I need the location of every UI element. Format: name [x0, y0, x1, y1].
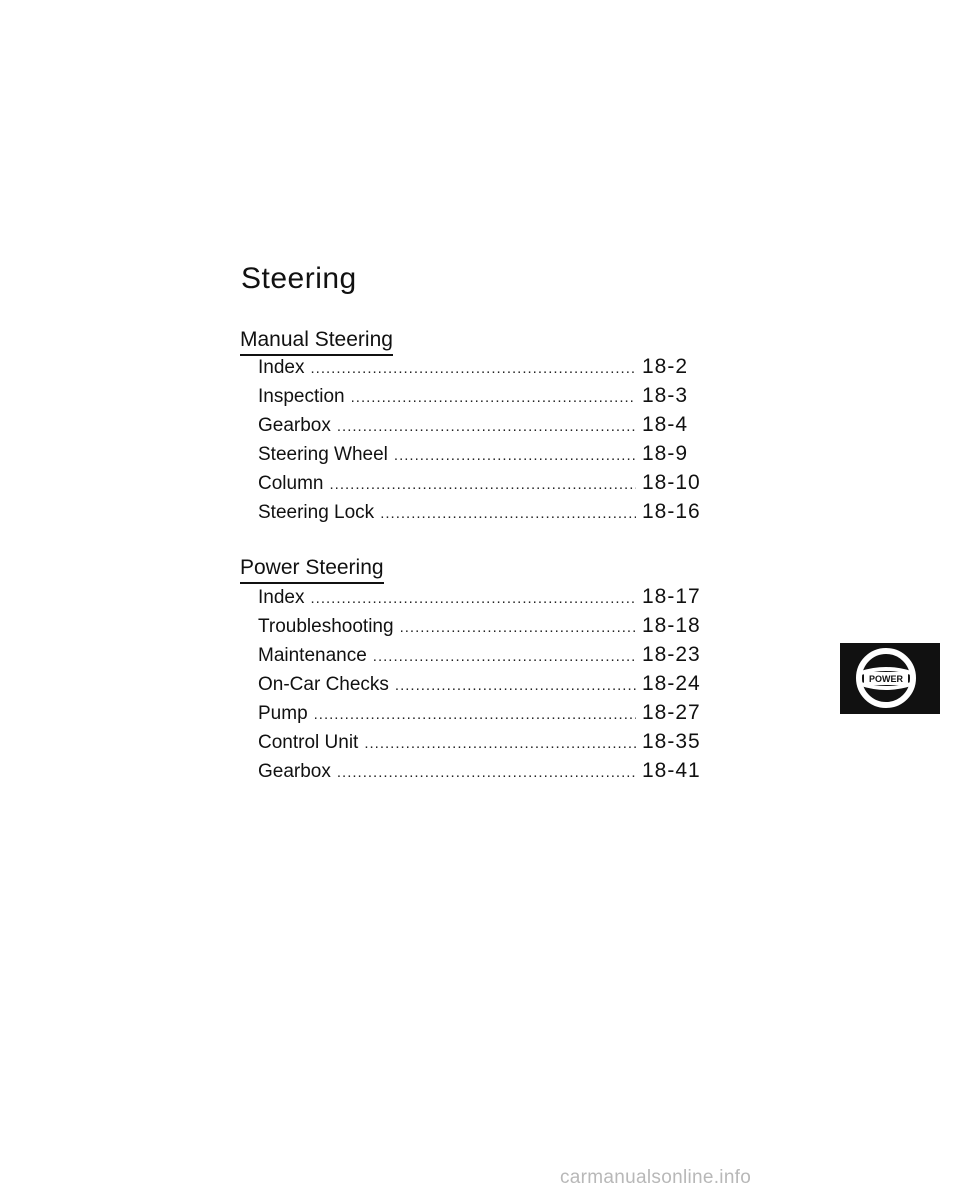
section-tab[interactable]	[840, 643, 940, 714]
toc-entry-label: Index	[258, 587, 305, 608]
dot-leader	[364, 735, 636, 752]
toc-entry-index[interactable]	[258, 585, 718, 614]
toc-entry-steering-wheel[interactable]	[258, 442, 718, 471]
toc-entry-label: Control Unit	[258, 732, 359, 753]
dot-leader	[373, 648, 636, 665]
toc-entry-page: 18-27	[642, 701, 701, 724]
watermark-text: carmanualsonline.info	[560, 1167, 752, 1188]
toc-entry-label: Gearbox	[258, 415, 331, 436]
section-heading-manual-steering: Manual Steering	[240, 328, 393, 356]
toc-entry-label: Steering Wheel	[258, 444, 388, 465]
toc-entry-page: 18-3	[642, 384, 689, 407]
toc-entry-page: 18-2	[642, 355, 689, 378]
toc-entry-inspection[interactable]	[258, 384, 718, 413]
toc-list-manual-steering	[258, 355, 718, 529]
dot-leader	[351, 389, 636, 406]
power-steering-wheel-icon	[840, 643, 940, 714]
dot-leader	[394, 447, 636, 464]
toc-entry-control-unit[interactable]	[258, 730, 718, 759]
toc-entry-page: 18-4	[642, 413, 689, 436]
toc-entry-page: 18-23	[642, 643, 701, 666]
dot-leader	[329, 476, 636, 493]
toc-entry-page: 18-18	[642, 614, 701, 637]
toc-entry-label: Steering Lock	[258, 502, 375, 523]
dot-leader	[314, 706, 636, 723]
toc-entry-page: 18-10	[642, 471, 701, 494]
toc-entry-page: 18-9	[642, 442, 689, 465]
toc-entry-page: 18-35	[642, 730, 701, 753]
dot-leader	[380, 505, 636, 522]
dot-leader	[400, 619, 636, 636]
toc-entry-gearbox[interactable]	[258, 413, 718, 442]
dot-leader	[395, 677, 636, 694]
tab-icon-label: POWER	[868, 674, 904, 684]
toc-entry-index[interactable]	[258, 355, 718, 384]
toc-entry-pump[interactable]	[258, 701, 718, 730]
dot-leader	[337, 418, 636, 435]
toc-entry-page: 18-16	[642, 500, 701, 523]
toc-entry-troubleshooting[interactable]	[258, 614, 718, 643]
toc-entry-label: Gearbox	[258, 761, 331, 782]
toc-entry-steering-lock[interactable]	[258, 500, 718, 529]
toc-list-power-steering	[258, 585, 718, 788]
toc-entry-page: 18-41	[642, 759, 701, 782]
toc-entry-gearbox[interactable]	[258, 759, 718, 788]
toc-entry-on-car-checks[interactable]	[258, 672, 718, 701]
dot-leader	[337, 764, 636, 781]
toc-entry-label: Index	[258, 357, 305, 378]
toc-entry-label: Maintenance	[258, 645, 367, 666]
page-title: Steering	[241, 262, 357, 295]
toc-entry-maintenance[interactable]	[258, 643, 718, 672]
toc-entry-label: Pump	[258, 703, 308, 724]
toc-entry-column[interactable]	[258, 471, 718, 500]
section-heading-power-steering: Power Steering	[240, 556, 384, 584]
toc-entry-page: 18-17	[642, 585, 701, 608]
toc-entry-label: Column	[258, 473, 324, 494]
toc-entry-label: Troubleshooting	[258, 616, 394, 637]
dot-leader	[310, 360, 636, 377]
toc-entry-label: On-Car Checks	[258, 674, 389, 695]
toc-entry-label: Inspection	[258, 386, 345, 407]
toc-entry-page: 18-24	[642, 672, 701, 695]
dot-leader	[310, 590, 636, 607]
